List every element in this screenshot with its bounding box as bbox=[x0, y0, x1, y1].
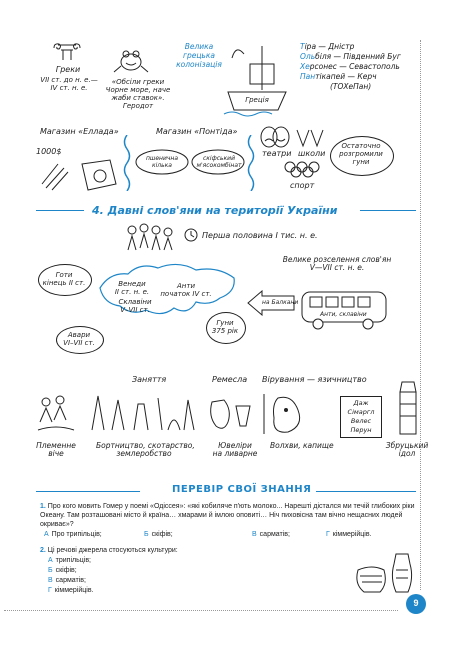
q1-option-a[interactable]: А Про трипільців; bbox=[44, 531, 102, 538]
sklaviny-label: Склавіни V–VII ст. bbox=[118, 298, 152, 314]
amphora-goods-drawing bbox=[38, 154, 120, 199]
q2-option-b[interactable]: Б скіфів; bbox=[48, 567, 77, 574]
avars-label: Авари VI–VII ст. bbox=[63, 331, 95, 347]
clock-icon bbox=[184, 228, 198, 247]
beliefs-header: Вірування — язичництво bbox=[262, 375, 367, 384]
priest-drawing bbox=[258, 390, 310, 441]
artifacts-drawing bbox=[352, 548, 418, 601]
sport-label: спорт bbox=[290, 181, 315, 190]
question-2-text: Ці речові джерела стосуються культури: bbox=[47, 547, 178, 554]
gods-list bbox=[340, 396, 382, 438]
occupations-header: Заняття bbox=[132, 375, 167, 384]
goths-label: Готи кінець II ст. bbox=[42, 271, 86, 287]
section4-title: 4. Давні слов'яни на території України bbox=[92, 204, 338, 217]
schools-label: школи bbox=[298, 149, 326, 158]
veneti-label: Венеди II ст. н. е. bbox=[114, 280, 150, 296]
question-2 bbox=[40, 546, 178, 555]
page-number: 9 bbox=[413, 598, 419, 608]
wave-separator-left bbox=[122, 135, 132, 196]
bus-label: Анти, склавіни bbox=[320, 311, 367, 318]
idol-label: Збруцький ідол bbox=[385, 441, 429, 458]
q1-option-b[interactable]: Б скіфів; bbox=[144, 531, 173, 538]
occupations-drawing bbox=[88, 390, 196, 441]
page-right-border bbox=[420, 40, 421, 590]
question-1 bbox=[40, 502, 424, 529]
ship-label: Греція bbox=[245, 96, 269, 104]
question-1-number: 1. bbox=[40, 503, 46, 510]
section4-line-left bbox=[36, 210, 84, 211]
can-kilka-label: пшенична кілька bbox=[145, 155, 179, 169]
crafts-drawing bbox=[206, 392, 254, 439]
price-label: 1000$ bbox=[36, 147, 62, 156]
q1-option-d[interactable]: Г кіммерійців. bbox=[326, 531, 372, 538]
tribal-council-drawing bbox=[36, 392, 76, 439]
theatres-label: театри bbox=[262, 149, 292, 158]
god-simargl: Сімаргл bbox=[347, 408, 375, 416]
city-olbia: Ольбіля — Південний Буг bbox=[300, 52, 401, 61]
god-veles: Велес bbox=[350, 417, 372, 425]
tribal-council-label: Племенне віче bbox=[36, 441, 76, 458]
city-panticapaeum: Пантікапей — Керч bbox=[300, 72, 377, 81]
quiz-line-right bbox=[316, 491, 416, 492]
god-dazh: Даж bbox=[353, 399, 369, 407]
huns-destroyed-text: Остаточно розгромили гуни bbox=[339, 142, 383, 166]
shop-pontida-label: Магазин «Понтіда» bbox=[156, 127, 238, 136]
question-1-text: Про кого мовить Гомер у поемі «Одіссея»: «які кобилячe п'ють молоко... Нарешті дістался ми течій глибоких ріки Океану. Там розташовані місто й країна… хмарами й імлою оповиті… Ніч пиховісна там вічно нещасних людей окриває»? bbox=[40, 503, 415, 528]
shop-ellada-label: Магазин «Еллада» bbox=[40, 127, 119, 136]
q2-option-d[interactable]: Г кіммерійців. bbox=[48, 587, 94, 594]
jewelers-label: Ювеліри на ливарне bbox=[212, 441, 258, 458]
q2-option-a[interactable]: А трипільців; bbox=[48, 557, 91, 564]
herodotus-quote: «Обсіли греки Чорне море, наче жаби ставок». Геродот bbox=[105, 78, 171, 110]
question-2-number: 2. bbox=[40, 547, 46, 554]
god-perun: Перун bbox=[350, 426, 372, 434]
wave-separator-right bbox=[246, 135, 256, 196]
page-bottom-border bbox=[4, 610, 398, 611]
colonization-label: Велика грецька колонізація bbox=[176, 42, 222, 69]
farming-label: Бортництво, скотарство, землеробство bbox=[96, 441, 195, 458]
mnemonic: (ТОХеПан) bbox=[330, 82, 372, 91]
volkhvy-label: Волхви, капище bbox=[270, 441, 334, 450]
colony-cities-list bbox=[300, 42, 401, 92]
city-chersonesos: Херсонес — Севастополь bbox=[300, 62, 400, 71]
quiz-line-left bbox=[36, 491, 140, 492]
crafts-header: Ремесла bbox=[212, 375, 248, 384]
huns-label: Гуни 375 рік bbox=[211, 319, 239, 335]
city-tira: Тіра — Дністр bbox=[300, 42, 355, 51]
first-half-label: Перша половина I тис. н. е. bbox=[202, 231, 318, 240]
settlement-label: Велике розселення слов'ян V—VII ст. н. е. bbox=[282, 255, 392, 272]
section4-line-right bbox=[360, 210, 416, 211]
greeks-period: VII ст. до н. е.— IV ст. н. е. bbox=[40, 76, 98, 92]
greek-ship-drawing bbox=[222, 40, 292, 123]
zbruch-idol-drawing bbox=[394, 380, 422, 441]
greeks-label: Греки bbox=[55, 65, 81, 74]
quiz-title: ПЕРЕВІР СВОЇ ЗНАННЯ bbox=[172, 484, 312, 495]
slavs-people-drawing bbox=[124, 222, 176, 257]
q2-option-c[interactable]: В сарматів; bbox=[48, 577, 86, 584]
to-balkans-label: на Балкани bbox=[262, 299, 299, 306]
q1-option-c[interactable]: В сарматів; bbox=[252, 531, 290, 538]
frog-drawing bbox=[112, 46, 150, 79]
can-meat-label: скіфський м'ясокомбінат bbox=[196, 155, 242, 169]
ionic-capital-drawing bbox=[52, 42, 82, 65]
anty-label: Анти початок IV ст. bbox=[160, 282, 212, 298]
